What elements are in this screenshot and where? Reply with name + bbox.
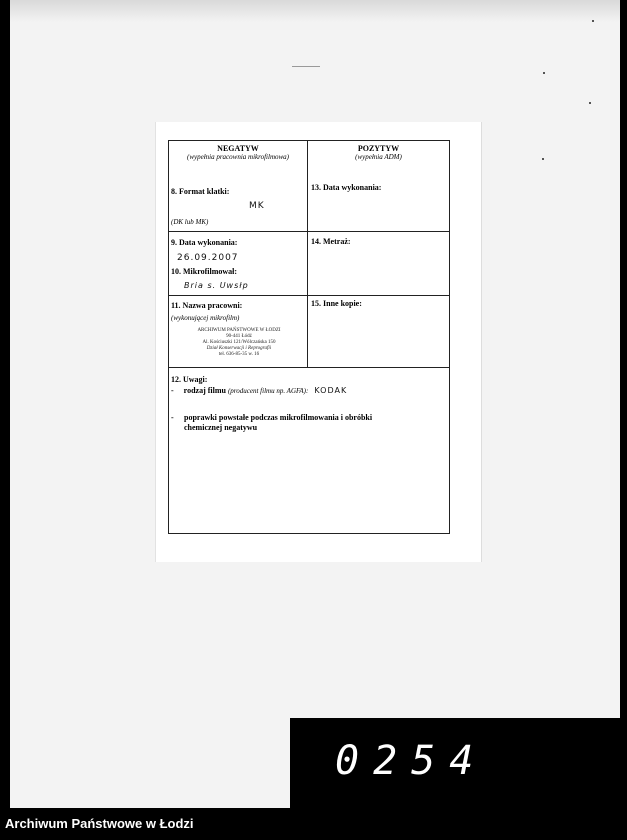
film-type-row — [171, 386, 447, 395]
field-8-value: MK — [249, 201, 265, 211]
pencil-mark — [292, 66, 320, 67]
negatyw-header — [169, 144, 307, 161]
archive-stamp — [171, 328, 307, 358]
bullet-dash: - — [171, 413, 174, 422]
field-9-value: 26.09.2007 — [177, 253, 239, 263]
row-divider — [169, 367, 449, 368]
field-11-label: 11. Nazwa pracowni: — [171, 301, 243, 310]
pozytyw-subtitle: (wypełnia ADM) — [355, 153, 402, 161]
page-edge-shadow — [10, 0, 620, 22]
dust-speck — [589, 102, 591, 104]
field-10-value: Bria s. Uwsłp — [184, 281, 249, 290]
dust-speck — [543, 72, 545, 74]
stamp-line: tel. 636-85-35 w. 16 — [218, 352, 260, 357]
frame-number: 0254 — [335, 738, 488, 784]
field-12-label: 12. Uwagi: — [171, 375, 208, 384]
bullet-dash: - — [171, 386, 174, 395]
field-14-label: 14. Metraż: — [311, 237, 351, 246]
row-divider — [169, 231, 449, 232]
field-9-label: 9. Data wykonania: — [171, 238, 238, 247]
film-type-hint: (producent filmu np. AGFA): — [227, 387, 309, 395]
corrections-row — [171, 413, 401, 433]
field-8-hint: (DK lub MK) — [171, 218, 209, 226]
field-13-label: 13. Data wykonania: — [311, 183, 382, 192]
film-type-value: KODAK — [314, 386, 348, 395]
field-8-label: 8. Format klatki: — [171, 187, 230, 196]
negatyw-title: NEGATYW — [217, 144, 259, 153]
dust-speck — [592, 20, 594, 22]
stamp-line: Dział Konserwacji i Reprografii — [206, 346, 272, 351]
row-divider — [169, 295, 449, 296]
negatyw-subtitle: (wypełnia pracownia mikrofilmowa) — [186, 153, 289, 161]
field-15-label: 15. Inne kopie: — [311, 299, 362, 308]
pozytyw-header — [308, 144, 449, 161]
field-11-subtitle: (wykonującej mikrofilm) — [171, 314, 240, 322]
archive-name: Archiwum Państwowe w Łodzi — [5, 816, 194, 831]
film-type-label: rodzaj filmu — [183, 386, 226, 395]
pozytyw-title: POZYTYW — [357, 144, 400, 153]
field-10-label: 10. Mikrofilmował: — [171, 267, 238, 276]
microfilm-form — [168, 140, 450, 534]
stamp-line: Al. Kościuszki 121/Wólczańska 150 — [202, 340, 276, 345]
column-divider — [307, 141, 308, 368]
dust-speck — [542, 158, 544, 160]
corrections-text: poprawki powstałe podczas mikrofilmowania i obróbki chemicznej negatywu — [184, 413, 373, 432]
stamp-line: 90-441 Łódź — [226, 334, 252, 339]
stamp-line: ARCHIWUM PAŃSTWOWE W ŁODZI — [197, 328, 281, 333]
